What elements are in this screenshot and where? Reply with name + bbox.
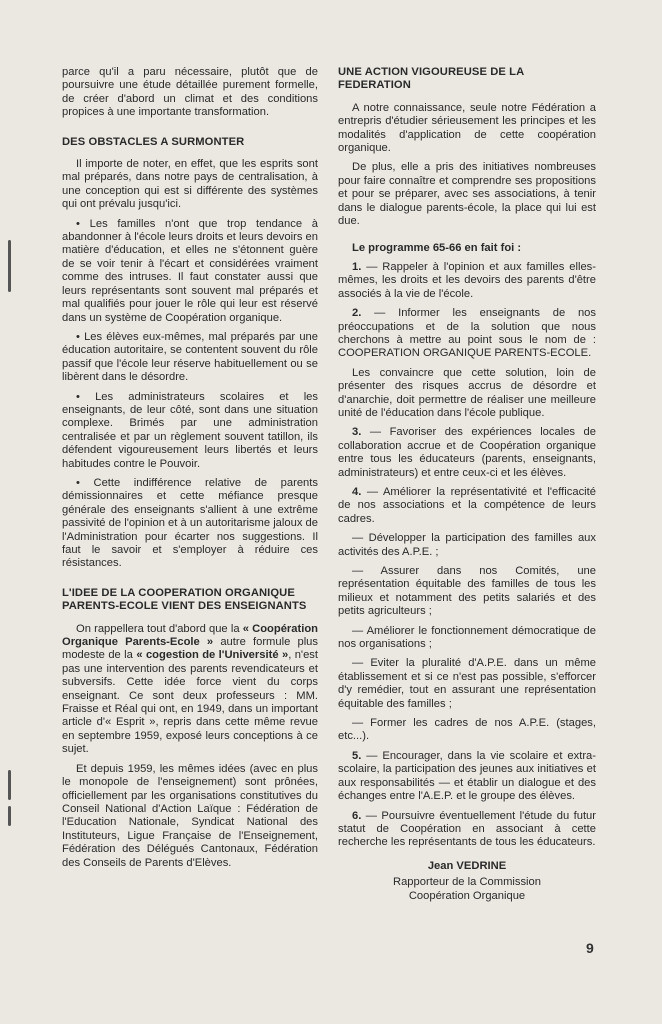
item-number: 1. <box>352 260 362 273</box>
paragraph: Il importe de noter, en effet, que les esprits sont mal préparés, dans notre pays de centralisation, à une conception qui est si différente des systèmes qui ont prévalu jusqu'ici. <box>62 158 318 211</box>
paragraph: • Les familles n'ont que trop tendance à abandonner à l'école leurs droits et leurs devoirs en matière d'éducation, et elles ne s'étonnent guère de se voir tenir à l'écart et considérées vraiment comme des intruses. Il faut constater aussi que leurs représentants sont souvent mal préparés et mal qualifiés pour jouer le rôle qui leur est réservé dans un système de Coopération organique. <box>62 217 318 324</box>
programme-heading <box>338 242 596 255</box>
programme-title: Le programme 65-66 <box>352 242 462 255</box>
bold-term: « Coopération Organique Parents-Ecole » <box>62 622 318 649</box>
item-text: — Améliorer la représentativité et l'efficacité de nos associations et la compétence de leurs cadres. <box>338 485 596 525</box>
text-run: en fait foi : <box>461 242 522 255</box>
programme-item <box>338 261 596 301</box>
heading-obstacles: DES OBSTACLES A SURMONTER <box>62 135 245 148</box>
paragraph: • Les administrateurs scolaires et les enseignants, de leur côté, sont dans une situation complexe. Brimés par une administration centralisée et par un règlement souvent tatillon, ils défendent vigoureusement leurs libertés et leurs habitudes contre le Pouvoir. <box>62 390 318 470</box>
signature-role: Coopération Organique <box>408 889 526 902</box>
programme-item <box>338 810 596 850</box>
programme-item <box>338 486 596 526</box>
item-text: — Encourager, dans la vie scolaire et extra-scolaire, la participation des jeunes aux initiatives et aux responsabilités — et établir un dialogue et des échanges entre l'A.E.P. et le groupe des élèves. <box>338 749 596 803</box>
item-number: 4. <box>352 485 362 498</box>
text-run: , n'est pas une intervention des parents revendicateurs et subversifs. Cette idée force vient du corps enseignant. Ce sont deux professeurs : MM. Fraisse et Réal qui ont, en 1949, dans un important article d'« Esprit », repris dans cette même revue en septembre 1959, exposé leurs conceptions à ce sujet. <box>62 649 318 756</box>
signature-block <box>338 860 596 903</box>
paragraph: Les convaincre que cette solution, loin de présenter des risques accrus de désordre et d'anarchie, doit permettre de réaliser une meilleure unité de l'éducation dans l'école publique. <box>338 366 596 419</box>
intro-paragraph: parce qu'il a paru nécessaire, plutôt que de poursuivre une étude détaillée purement formelle, de créer d'abord un climat et des conditions propices à une importante transformation. <box>62 66 318 119</box>
paragraph: De plus, elle a pris des initiatives nombreuses pour faire connaître et comprendre ses propositions et pour se préparer, avec ses associations, à tenir dans le dialogue parents-école, la place qui lui est due. <box>338 161 596 228</box>
sub-item: — Améliorer le fonctionnement démocratique de nos organisations ; <box>338 624 596 651</box>
sub-item: — Former les cadres de nos A.P.E. (stages, etc...). <box>338 717 596 743</box>
paragraph: Et depuis 1959, les mêmes idées (avec en plus le monopole de l'enseignement) sont prônées, officiellement par les organisations constitutives du Conseil National d'Action Laïque : Fédération de l'Education Nationale, Syndicat National des Instituteurs, Ligue Française de l'Enseignement, Fédération des Délégués Cantonaux, Fédération des Conseils de Parents d'Elèves. <box>62 762 318 869</box>
text-run: On rappellera tout d'abord que la <box>76 622 243 635</box>
item-number: 5. <box>352 749 362 762</box>
paragraph <box>62 623 318 757</box>
bold-term: « cogestion de l'Université » <box>136 649 289 662</box>
item-text: — Informer les enseignants de nos préoccupations et de la solution que nous cherchons à mettre au point sous le nom de : COOPERATION ORGANIQUE PARENTS-ECOLE. <box>338 307 596 360</box>
paragraph: A notre connaissance, seule notre Fédération a entrepris d'étudier sérieusement les principes et les modalités d'application de cette coopération organique. <box>338 101 596 155</box>
page-number: 9 <box>586 940 594 956</box>
programme-item <box>338 750 596 804</box>
sub-item: — Assurer dans nos Comités, une représentation équitable des familles de tous les milieux et notamment des petits salariés et des petits agriculteurs ; <box>338 565 596 618</box>
left-column <box>62 66 318 876</box>
programme-item <box>338 426 596 480</box>
paragraph: • Les élèves eux-mêmes, mal préparés par une éducation autoritaire, se contentent souvent du rôle passif que l'école leur réserve habituellement ou se libèrent dans le désordre. <box>62 330 318 384</box>
binding-mark <box>8 770 11 800</box>
sub-item: — Eviter la pluralité d'A.P.E. dans un même établissement et si ce n'est pas possible, s'efforcer d'y remédier, tout en assurant une représentation équitable des familles ; <box>338 657 596 710</box>
item-text: — Rappeler à l'opinion et aux familles elles-mêmes, les droits et les devoirs des parents d'être associés à la vie de l'école. <box>338 260 596 300</box>
signature-role: Rapporteur de la Commission <box>393 876 541 889</box>
sub-item: — Développer la participation des familles aux activités des A.P.E. ; <box>338 532 596 558</box>
text-run: autre formule plus modeste de la <box>62 636 318 662</box>
item-number: 3. <box>352 426 362 439</box>
paragraph: • Cette indifférence relative de parents démissionnaires et cette méfiance presque générale des enseignants s'allient à une extrême passivité de l'opinion et à un autoritarisme jaloux de l'Administration pour écarter nos suggestions. Il faut le savoir et s'employer à réduire ces résistances. <box>62 476 318 570</box>
binding-mark <box>8 806 11 826</box>
item-text: — Poursuivre éventuellement l'étude du futur statut de Coopération en associant à cette recherche les représentants de tous les éducateurs. <box>338 809 596 849</box>
item-number: 2. <box>352 307 362 320</box>
heading-idee: L'IDEE DE LA COOPERATION ORGANIQUE PARENTS-ECOLE VIENT DES ENSEIGNANTS <box>62 586 307 613</box>
right-column <box>338 66 596 903</box>
item-text: — Favoriser des expériences locales de collaboration accrue et de Coopération organique entre tous les éducateurs (parents, enseignants, administrateurs) et entre ceux-ci et les élèves. <box>338 426 596 479</box>
binding-mark <box>8 240 11 292</box>
signature-name: Jean VEDRINE <box>427 859 507 872</box>
heading-action: UNE ACTION VIGOUREUSE DE LA FEDERATION <box>338 66 524 92</box>
item-number: 6. <box>352 809 362 822</box>
programme-item <box>338 307 596 361</box>
